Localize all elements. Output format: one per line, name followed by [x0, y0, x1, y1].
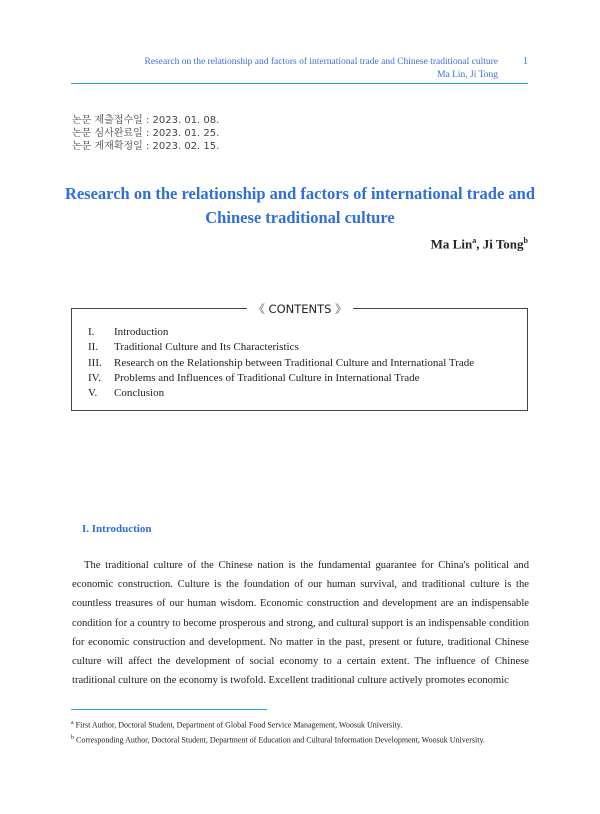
paper-title: [60, 182, 540, 230]
toc-item: [88, 325, 474, 340]
toc-item: [88, 356, 474, 371]
toc-label: Conclusion: [114, 387, 165, 400]
contents-heading-label: 《 CONTENTS 》: [247, 302, 352, 316]
title-line-2: Chinese traditional culture: [205, 208, 395, 227]
author-name-1: Ma Lin: [430, 236, 473, 252]
toc-number: IV.: [88, 371, 101, 384]
table-of-contents: [88, 325, 474, 401]
footnote-text: First Author, Doctoral Student, Department of Global Food Service Management, Woosuk University.: [73, 720, 403, 730]
footnotes: [71, 717, 541, 746]
toc-label: Traditional Culture and Its Characteristics: [114, 341, 299, 354]
footnote-b: [71, 732, 541, 747]
submission-dates: [72, 114, 219, 153]
running-head-authors: Ma Lin, Ji Tong: [437, 70, 498, 80]
page-number: 1: [523, 56, 528, 67]
running-head: [145, 56, 499, 82]
footnote-text: Corresponding Author, Doctoral Student, Department of Education and Cultural Information Development, Woosuk University.: [74, 735, 485, 745]
date-reviewed: 논문 심사완료일 : 2023. 01. 25.: [72, 128, 220, 139]
section-heading-introduction: I. Introduction: [82, 523, 152, 535]
running-head-title: Research on the relationship and factors of international trade and Chinese traditional culture: [144, 57, 498, 67]
footnote-mark: a: [71, 720, 74, 726]
footnote-rule: [71, 709, 267, 710]
header-rule: [71, 83, 528, 84]
toc-item: [88, 386, 474, 401]
toc-number: II.: [88, 341, 99, 354]
footnote-mark: b: [71, 734, 74, 741]
author-mark-2: b: [523, 236, 528, 245]
author-separator: ,: [476, 236, 483, 252]
toc-number: III.: [88, 356, 102, 369]
author-name-2: Ji Tong: [482, 236, 524, 252]
toc-number: V.: [88, 387, 98, 400]
toc-label: Introduction: [114, 326, 169, 338]
toc-item: [88, 340, 474, 355]
toc-label: Research on the Relationship between Traditional Culture and International Trade: [114, 356, 475, 369]
footnote-a: [71, 717, 541, 732]
toc-item: [88, 371, 474, 386]
toc-label: Problems and Influences of Traditional Culture in International Trade: [114, 371, 420, 384]
author-mark-1: a: [472, 236, 477, 245]
toc-number: I.: [88, 326, 95, 338]
date-received: 논문 제출접수일 : 2023. 01. 08.: [72, 115, 220, 126]
contents-heading: [0, 301, 600, 317]
author-line: [431, 236, 528, 252]
date-accepted: 논문 게재확정일 : 2023. 02. 15.: [72, 141, 220, 152]
title-line-1: Research on the relationship and factors of international trade and: [64, 184, 536, 203]
body-paragraph: The traditional culture of the Chinese nation is the fundamental guarantee for China's political and economic construction. Culture is the foundation of our human survival, and traditional culture is the countless treasures of our human wisdom. Economic construction and development are an indispensable condition for a country to become prosperous and strong, and cultural support is an indispensable condition for economic construction and development. No matter in the past, present or future, traditional Chinese culture will affect the development of social economy to a certain extent. The influence of Chinese traditional culture on the economy is twofold. Excellent traditional culture actively promotes economic: [72, 560, 529, 687]
